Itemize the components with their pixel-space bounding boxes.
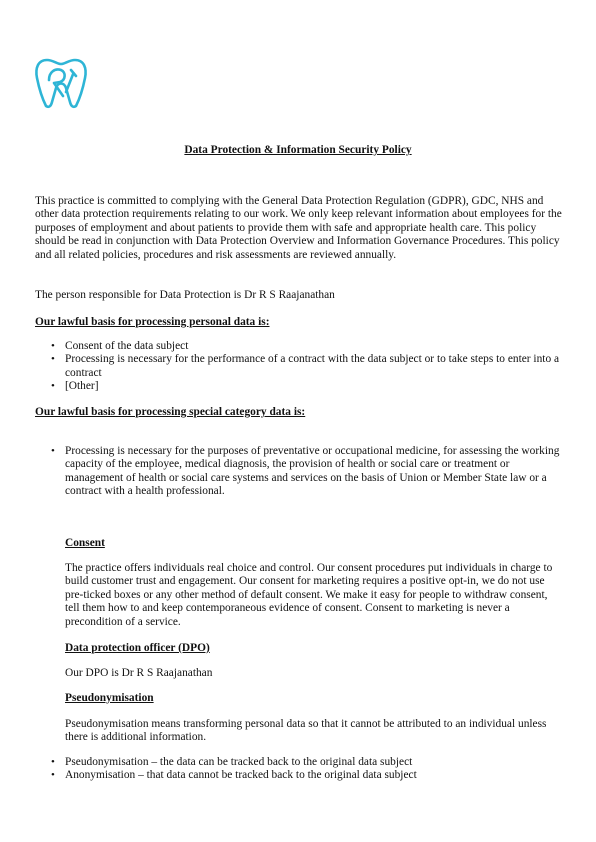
special-category-heading: Our lawful basis for processing special category data is:: [35, 406, 306, 418]
dpo-heading: Data protection officer (DPO): [65, 642, 210, 654]
intro-paragraph: This practice is committed to complying with the General Data Protection Regulation (GDPR), GDC, NHS and other data protection requirements relating to our work. We only keep relevant information about employees for the purposes of employment and about patients to provide them with safe and appropriate health care. This policy should be read in conjunction with Data Protection Overview and Information Governance Procedures. This policy and all related policies, procedures and risk assessments are reviewed annually.: [35, 195, 562, 261]
list-item: • [Other]: [35, 380, 565, 393]
list-item: • Processing is necessary for the purposes of preventative or occupational medicine, for assessing the working capacity of the employee, medical diagnosis, the provision of health or social care or treatment or management of health or social care systems and services on the basis of Union or Member State law or a contract with a health professional.: [35, 445, 565, 499]
pseudonymisation-heading: Pseudonymisation: [65, 692, 154, 704]
lawful-basis-list: [35, 340, 565, 394]
consent-paragraph: The practice offers individuals real choice and control. Our consent procedures put individuals in charge to build customer trust and engagement. Our consent for marketing requires a positive opt-in, we do not use pre-ticked boxes or any other method of default consent. We make it easy for people to withdraw consent, tell them how to and keep contemporaneous evidence of consent. Consent to marketing is never a precondition of a service.: [65, 562, 553, 628]
pseudonymisation-list: [35, 756, 565, 783]
consent-heading: Consent: [65, 537, 105, 549]
dpo-text: Our DPO is Dr R S Raajanathan: [65, 667, 213, 679]
tooth-logo-icon: [33, 54, 89, 110]
lawful-basis-heading: Our lawful basis for processing personal data is:: [35, 316, 270, 328]
list-item: • Anonymisation – that data cannot be tracked back to the original data subject: [35, 769, 565, 782]
responsible-person: The person responsible for Data Protection is Dr R S Raajanathan: [35, 289, 335, 301]
list-item: • Consent of the data subject: [35, 340, 565, 353]
special-category-list: [35, 445, 565, 499]
list-item: • Processing is necessary for the performance of a contract with the data subject or to take steps to enter into a contract: [35, 353, 565, 380]
page-title: Data Protection & Information Security Policy: [184, 144, 412, 156]
pseudonymisation-paragraph: Pseudonymisation means transforming personal data so that it cannot be attributed to an individual unless there is additional information.: [65, 718, 547, 744]
list-item: • Pseudonymisation – the data can be tracked back to the original data subject: [35, 756, 565, 769]
